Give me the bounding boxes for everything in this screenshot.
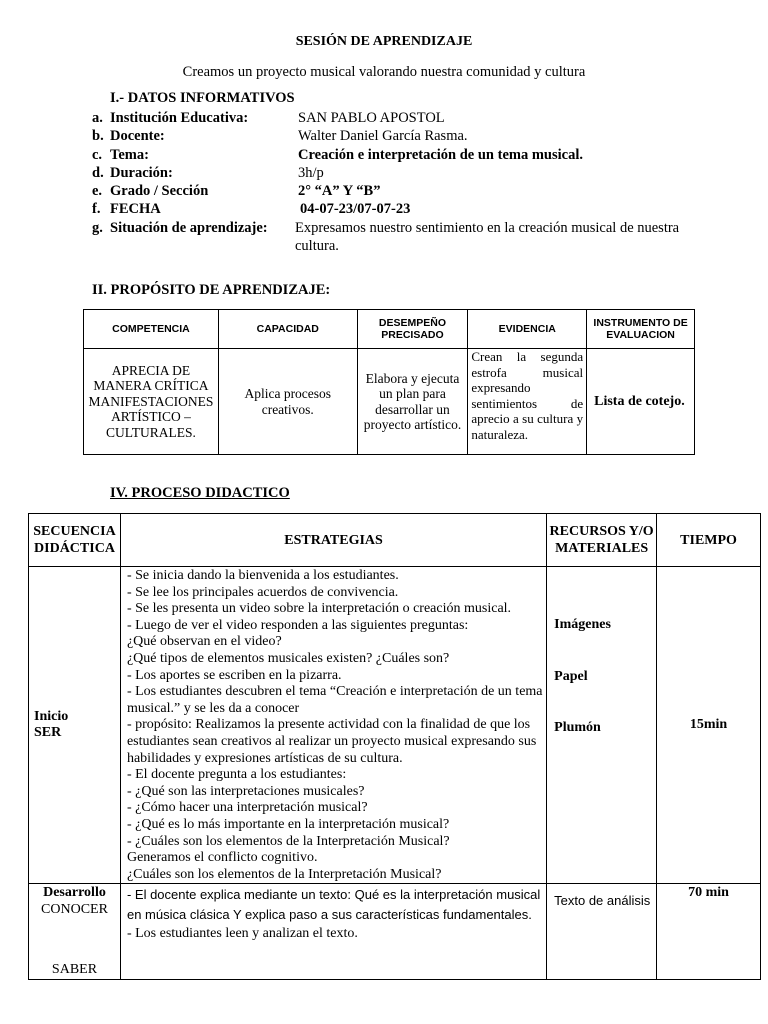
datos-label: Grado / Sección <box>110 183 209 200</box>
recurso-imagenes: Imágenes <box>554 617 611 632</box>
header-tiempo: TIEMPO <box>657 514 761 567</box>
secuencia-conocer-label: CONOCER <box>41 901 108 917</box>
estrategia-item: - ¿Qué es lo más importante en la interpretación musical? <box>126 816 450 832</box>
estrategia-item: - Se inicia dando la bienvenida a los estudiantes. <box>126 568 399 583</box>
cell-estrategias-inicio <box>120 567 546 884</box>
cell-secuencia-desarrollo <box>29 884 121 980</box>
estrategia-item: - Los estudiantes leen y analizan el texto. <box>126 926 358 942</box>
datos-value: Expresamos nuestro sentimiento en la creación musical de nuestra cultura. <box>295 219 680 254</box>
proposito-data-row <box>84 349 695 455</box>
datos-label: Docente: <box>110 128 165 145</box>
estrategia-item: - Se lee los principales acuerdos de convivencia. <box>126 584 399 600</box>
header-competencia: COMPETENCIA <box>84 310 219 349</box>
estrategia-item: - Se les presenta un video sobre la interpretación o creación musical. <box>126 601 512 617</box>
datos-value: Walter Daniel García Rasma. <box>298 128 468 145</box>
datos-value: 2° “A” Y “B” <box>298 183 381 200</box>
proceso-header-row <box>29 514 761 567</box>
datos-row-grado <box>92 182 702 200</box>
datos-letter: d. <box>92 164 104 181</box>
document-title: SESIÓN DE APRENDIZAJE <box>295 34 473 49</box>
estrategia-item: Generamos el conflicto cognitivo. <box>126 850 318 866</box>
header-desempeno: DESEMPEÑO PRECISADO <box>357 310 468 349</box>
estrategia-item: - ¿Qué son las interpretaciones musicales? <box>126 783 365 799</box>
header-estrategias: ESTRATEGIAS <box>120 514 546 567</box>
datos-value: 3h/p <box>298 164 324 181</box>
estrategia-item: ¿Qué tipos de elementos musicales existen? ¿Cuáles son? <box>126 650 450 666</box>
estrategia-item: ¿Cuáles son los elementos de la Interpretación Musical? <box>126 866 442 882</box>
datos-row-situacion <box>92 219 702 255</box>
datos-row-institucion <box>92 109 702 127</box>
datos-heading: I.- DATOS INFORMATIVOS <box>110 90 295 106</box>
datos-letter: f. <box>92 201 101 218</box>
datos-row-fecha <box>92 200 702 218</box>
datos-label: Institución Educativa: <box>110 110 249 126</box>
secuencia-ser-label: SER <box>34 725 62 741</box>
inicio-row <box>29 567 761 884</box>
estrategia-item: ¿Qué observan en el video? <box>126 634 282 650</box>
header-recursos: RECURSOS Y/O MATERIALES <box>547 514 657 567</box>
estrategia-item: - Luego de ver el video responden a las siguientes preguntas: <box>126 617 469 633</box>
cell-evidencia: Crean la segunda estrofa musical expresando sentimientos de aprecio a su cultura y naturaleza. <box>468 349 587 455</box>
proceso-table <box>28 513 761 980</box>
document-subtitle: Creamos un proyecto musical valorando nuestra comunidad y cultura <box>182 64 586 80</box>
datos-row-docente <box>92 127 702 145</box>
header-evidencia: EVIDENCIA <box>468 310 587 349</box>
estrategia-item: - El docente explica mediante un texto: Qué es la interpretación musical en música clásica Y explica paso a sus características fundamentales. <box>126 887 541 922</box>
datos-row-duracion <box>92 164 702 182</box>
datos-label: FECHA <box>110 201 161 218</box>
cell-secuencia-inicio <box>29 567 121 884</box>
datos-list <box>92 109 702 255</box>
datos-letter: a. <box>92 110 103 126</box>
datos-value: SAN PABLO APOSTOL <box>298 110 445 126</box>
proposito-header-row <box>84 310 695 349</box>
estrategia-item: - ¿Cuáles son los elementos de la Interpretación Musical? <box>126 833 450 849</box>
cell-recursos-desarrollo: Texto de análisis <box>547 884 657 980</box>
secuencia-inicio-label: Inicio <box>34 708 69 724</box>
cell-capacidad: Aplica procesos creativos. <box>218 349 357 455</box>
cell-competencia: APRECIA DE MANERA CRÍTICA MANIFESTACIONES ARTÍSTICO – CULTURALES. <box>84 349 219 455</box>
cell-instrumento: Lista de cotejo. <box>587 349 695 455</box>
datos-value: 04-07-23/07-07-23 <box>300 201 411 218</box>
cell-tiempo-desarrollo: 70 min <box>657 884 761 980</box>
header-instrumento: INSTRUMENTO DE EVALUACION <box>587 310 695 349</box>
cell-tiempo-inicio: 15min <box>657 567 761 884</box>
recurso-papel: Papel <box>554 668 588 684</box>
estrategia-item: - Los aportes se escriben en la pizarra. <box>126 667 342 683</box>
estrategia-item: - El docente pregunta a los estudiantes: <box>126 767 347 783</box>
datos-label: Situación de aprendizaje: <box>110 219 268 236</box>
header-capacidad: CAPACIDAD <box>218 310 357 349</box>
secuencia-saber-label: SABER <box>51 962 98 978</box>
datos-letter: e. <box>92 183 103 200</box>
estrategia-item: - ¿Cómo hacer una interpretación musical? <box>126 800 368 816</box>
proposito-table <box>83 309 695 455</box>
proceso-heading: IV. PROCESO DIDACTICO <box>110 485 290 501</box>
proposito-heading: II. PROPÓSITO DE APRENDIZAJE: <box>92 282 331 298</box>
header-secuencia: SECUENCIA DIDÁCTICA <box>29 514 121 567</box>
datos-letter: c. <box>92 146 103 163</box>
datos-row-tema <box>92 146 702 164</box>
datos-letter: g. <box>92 219 103 236</box>
cell-estrategias-desarrollo <box>120 884 546 980</box>
cell-recursos-inicio <box>547 567 657 884</box>
recurso-plumon: Plumón <box>554 720 601 736</box>
datos-label: Tema: <box>110 146 149 163</box>
secuencia-desarrollo-label: Desarrollo <box>43 885 106 901</box>
estrategia-item: - Los estudiantes descubren el tema “Creación e interpretación de un tema musical.” y se les da a conocer <box>126 684 543 716</box>
datos-label: Duración: <box>110 164 173 181</box>
datos-letter: b. <box>92 128 104 145</box>
estrategia-item: - propósito: Realizamos la presente actividad con la finalidad de que los estudiantes sean creativos al realizar un proyecto musical expresando sus habilidades y expresiones artísticas de su cultura. <box>126 717 537 766</box>
datos-value: Creación e interpretación de un tema musical. <box>298 146 583 163</box>
desarrollo-row <box>29 884 761 980</box>
cell-desempeno: Elabora y ejecuta un plan para desarrollar un proyecto artístico. <box>357 349 468 455</box>
